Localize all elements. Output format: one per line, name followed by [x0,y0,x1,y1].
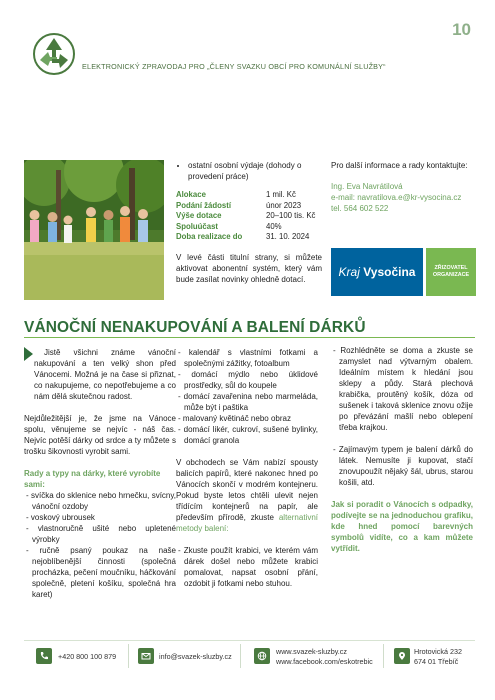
grant-fact-label: Doba realizace do [176,232,243,241]
article-title: VÁNOČNÍ NENAKUPOVÁNÍ A BALENÍ DÁRKŮ [24,319,366,336]
contact-name: Ing. Eva Navrátilová [331,182,403,191]
footer-web-links [276,647,373,666]
wrap-tips-list-part-1 [176,545,318,589]
page-number: 10 [452,20,471,39]
tip-item: - voskový ubrousek [24,512,176,523]
tip-item: - domácí zavařenina nebo marmeláda, může být i paštika [176,391,318,413]
article-paragraph-2: Nejdůležitější je, že jsme na Vánoce spolu, věnujeme se nejvíc - náš čas. Nejvíc potěší dárky od srdce a ty můžete s trošku šikovnosti vyrobit sami. [24,414,176,456]
wrap-tip-2: - Rozhlédněte se doma a zkuste se zamyslet nad výtvarným obalem. Ideálním místem k hledání jsou sklepy a půdy. Stará plechová krabička, proutěný košík, dóza od sušenek i taková sklenice znovu ožije po převázání mašlí nebo oblepení třeba krajkou. [331,345,473,433]
grant-fact-label: Výše dotace [176,211,222,220]
grant-fact-value: 1 mil. Kč [266,190,296,199]
footer-address [414,647,462,666]
tip-item: - domácí mýdlo nebo úklidové prostředky, sůl do koupele [176,369,318,391]
tip-item: - svíčka do sklenice nebo hrnečku, svícny, vánoční ozdoby [24,490,176,512]
closing-paragraph: Jak si poradit o Vánocích s odpadky, podívejte se na jednoduchou grafiku, kde hned pomocí barevných symbolů vidíte, co a kam můžete vytřídit. [331,500,473,553]
article-intro: Jistě všichni známe vánoční nakupování a ten velký shon před Vánocemi. Možná je na čase si přiznat, co nakupujeme, co nepotřebujeme a co nám dělá skutečnou radost. [34,348,176,401]
article-column-2 [176,347,318,589]
grant-fact-row [176,232,322,243]
contact-email[interactable]: e-mail: navratilova.e@kr-vysocina.cz [331,193,462,202]
kraj-vysocina-logo [331,248,476,296]
arrow-marker-icon [24,347,33,361]
phone-icon [36,648,52,664]
tips-heading: Rady a typy na dárky, které vyrobíte sami: [24,469,161,489]
tip-item: - vlastnoručně ušité nebo upletené výrobky [24,523,176,545]
wrap-tip-3: - Zajímavým typem je balení dárků do látek. Nemusíte ji kupovat, stačí znovupoužít nějaký šál, ubrus, starou košili, atd. [331,444,473,488]
grant-note: V levé části titulní strany, si můžete aktivovat abonentní systém, který vám bude zasílat novinky ohledně dotací. [176,252,322,284]
grant-facts-table [176,190,322,243]
tip-item: - kalendář s vlastními fotkami a společnými zážitky, fotoalbum [176,347,318,369]
grant-fact-label: Podání žádostí [176,200,232,210]
contact-intro: Pro další informace a rady kontaktujte: [331,161,468,170]
footer-separator [383,644,384,668]
location-pin-icon [394,648,410,664]
vysocina-role [426,248,476,296]
grant-fact-label: Spoluúčast [176,221,219,231]
globe-icon [254,648,270,664]
contact-block [331,160,476,214]
newsletter-title: ELEKTRONICKÝ ZPRAVODAJ PRO „ČLENY SVAZKU OBCÍ PRO KOMUNÁLNÍ SLUŽBY“ [82,62,386,71]
tip-item: - malovaný květináč nebo obraz [176,413,318,424]
vysocina-role-line2: ORGANIZACE [432,272,470,278]
wrap-tips-list-part-2 [331,345,473,488]
svazek-logo [32,32,76,76]
children-meadow-photo [24,160,164,300]
email-icon [138,648,154,664]
grant-fact-value: 20–100 tis. Kč [266,211,316,220]
footer-address-line2: 674 01 Třebíč [414,656,459,666]
grant-fact-value: 40% [266,221,282,231]
title-divider [24,337,475,338]
grant-bullet: • ostatní osobní výdaje (dohody o provedení práce) [188,160,322,182]
grant-fact-value: únor 2023 [266,200,302,210]
vysocina-brand-name: Vysočina [363,265,416,279]
footer-email[interactable]: info@svazek-sluzby.cz [159,652,232,661]
tips-list-part-1 [24,490,176,600]
vysocina-brand-prefix: Kraj [338,265,360,279]
vysocina-role-line1: ZŘIZOVATEL [434,265,468,271]
grant-fact-value: 31. 10. 2024 [266,232,310,241]
grant-info [176,160,322,285]
grant-fact-row [176,222,322,233]
grant-fact-label: Alokace [176,190,206,199]
tip-item: - ručně psaný poukaz na naše nejoblíbenější činnosti (společná procházka, pečení moučníku, háčkování společně, pletení košíku, společná hra karet) [24,545,176,600]
footer-facebook[interactable]: www.facebook.com/eskotrebic [276,656,373,666]
grant-fact-row [176,201,322,212]
footer-divider [24,640,475,641]
alternative-wrapping-link[interactable]: alternativní metody balení: [176,513,318,533]
wrap-tip-1: - Zkuste použít krabici, ve kterém vám dárek došel nebo můžete krabici pomalovat, napsat osobní přání, ozdobit ji fotkami nebo stuhou. [176,545,318,589]
footer-separator [128,644,129,668]
article-column-1 [24,347,176,600]
wrapping-paragraph [176,457,318,534]
tips-list-part-2 [176,347,318,446]
grant-fact-row [176,190,322,201]
footer-separator [240,644,241,668]
footer-address-line1: Hrotovická 232 [414,647,462,656]
tip-item: - domácí likér, cukroví, sušené bylinky, domácí granola [176,424,318,446]
footer-web[interactable]: www.svazek-sluzby.cz [276,647,347,656]
contact-phone[interactable]: tel. 564 602 522 [331,204,389,213]
vysocina-brand [331,248,423,296]
wrapping-intro: V obchodech se Vám nabízí spousty balicích papírů, které nakonec hned po Vánocích skončí v modrém kontejneru. Pokud byste letos chtěli ulevit nejen třídícím kontejnerů na papír, ale především přírodě, zkuste [176,458,318,522]
article-column-3 [331,345,473,565]
grant-fact-row [176,211,322,222]
footer-phone[interactable]: +420 800 100 879 [58,652,117,661]
